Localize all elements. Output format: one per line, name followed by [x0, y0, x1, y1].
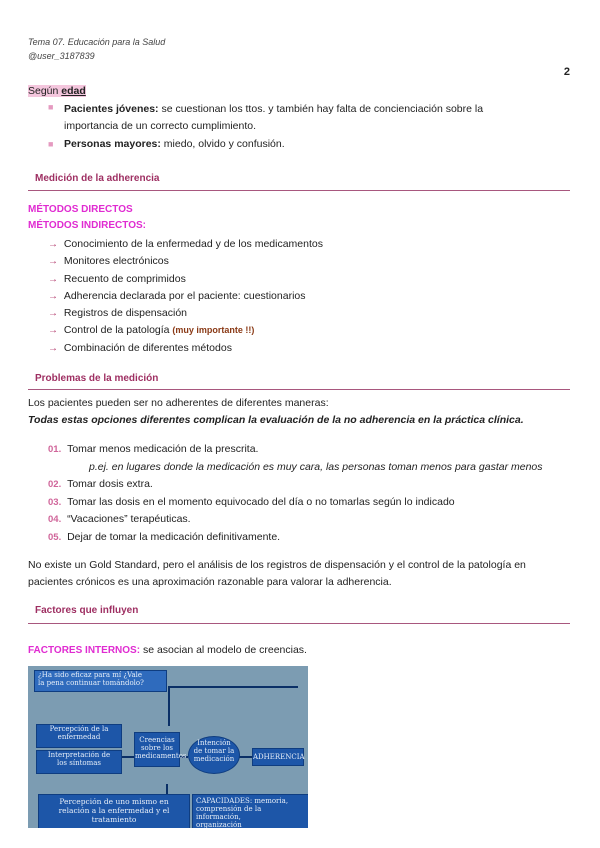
diagram-text: tratamiento	[91, 815, 137, 824]
connector-line	[238, 756, 252, 758]
edad-item-text: miedo, olvido y confusión.	[160, 138, 285, 150]
box-creencias	[134, 732, 187, 767]
edad-item-label: Personas mayores:	[64, 138, 161, 150]
diagram-text: Percepción de uno mismo en	[59, 797, 169, 806]
box-percepcion-uno-mismo	[38, 794, 190, 828]
problemas-bold: Todas estas opciones diferentes complican la evaluación de la no adherencia en la práctica clínica.	[28, 414, 524, 426]
box-adherencia	[252, 748, 304, 766]
diagram-text: sobre los	[140, 744, 174, 752]
section-title-factores: Factores que influyen	[35, 605, 139, 616]
arrow-right-icon: →	[48, 325, 58, 337]
list-item-text: Recuento de comprimidos	[63, 272, 186, 285]
question-box	[34, 670, 167, 692]
list-item	[48, 441, 543, 459]
list-item-text: Tomar menos medicación de la prescrita.	[67, 443, 259, 455]
edad-heading	[28, 85, 86, 97]
doc-header-title: Tema 07. Educación para la Salud	[28, 37, 166, 47]
diagram-text: Creencias	[139, 736, 175, 744]
list-item	[48, 529, 543, 547]
beliefs-model-photo	[28, 666, 308, 828]
list-item-text: Dejar de tomar la medicación definitivamente.	[67, 530, 281, 543]
factores-internos	[28, 644, 307, 656]
metodos-directos: MÉTODOS DIRECTOS	[28, 204, 133, 215]
item-number: 04.	[48, 514, 62, 525]
list-item	[48, 271, 323, 288]
section-divider	[28, 623, 570, 624]
problemas-list	[48, 441, 543, 546]
list-item	[48, 494, 543, 512]
item-number: 01.	[48, 444, 62, 455]
diagram-text: enfermedad	[57, 733, 101, 741]
arrow-right-icon: →	[48, 308, 58, 320]
gold-line-1: No existe un Gold Standard, pero el análisis de los registros de dispensación y el control de la patología en	[28, 559, 526, 571]
diagram-text: Interpretación de	[47, 751, 111, 759]
item-number: 03.	[48, 496, 62, 508]
edad-item-jovenes	[64, 101, 564, 135]
list-item-text: Conocimiento de la enfermedad y de los medicamentos	[63, 238, 323, 250]
diagram-text: Percepción de la	[49, 725, 109, 733]
list-item	[48, 476, 543, 494]
page-number: 2	[563, 66, 570, 78]
diagram-text: ¿Ha sido eficaz para mí ¿Vale	[38, 671, 143, 679]
section-title-medicion: Medición de la adherencia	[35, 173, 160, 184]
arrow-right-icon: →	[48, 290, 58, 302]
list-item	[48, 511, 543, 529]
connector-line	[168, 686, 298, 688]
edad-prefix: Según	[28, 85, 62, 97]
list-item-text: Monitores electrónicos	[63, 255, 169, 268]
section-title-problemas: Problemas de la medición	[35, 373, 159, 384]
diagram-text: CAPACIDADES: memoria,	[196, 797, 289, 805]
diagram-text: ADHERENCIA	[253, 753, 305, 761]
list-item-text: Registros de dispensación	[63, 307, 187, 320]
problemas-intro: Los pacientes pueden ser no adherentes de diferentes maneras:	[28, 397, 329, 409]
metodos-indirectos: MÉTODOS INDIRECTOS:	[28, 220, 146, 231]
diagram-text: organización	[196, 821, 242, 828]
gold-standard-paragraph	[28, 557, 573, 591]
list-item-sub: p.ej. en lugares donde la medicación es muy cara, las personas toman menos para gastar menos	[89, 460, 543, 473]
important-note: (muy importante !!)	[172, 325, 255, 336]
item-number: 05.	[48, 531, 62, 543]
diagram-text: la pena continuar tomándolo?	[38, 679, 144, 687]
list-item-mayores	[48, 138, 53, 150]
bullet-icon: ■	[48, 139, 54, 149]
box-intencion	[188, 736, 240, 774]
list-item	[48, 322, 323, 339]
diagram-text: medicamentos	[135, 752, 187, 760]
metodos-list	[48, 236, 323, 357]
connector-line	[120, 756, 134, 758]
list-item-text: Tomar dosis extra.	[67, 478, 153, 490]
list-item	[48, 305, 323, 322]
connector-line	[168, 686, 170, 726]
list-item-text: Tomar las dosis en el momento equivocado del día o no tomarlas según lo indicado	[67, 495, 455, 508]
section-divider	[28, 190, 570, 191]
bullet-icon: ■	[48, 102, 54, 112]
diagram-text: medicación	[193, 755, 235, 763]
list-item-text: Control de la patología	[63, 324, 170, 337]
box-capacidades	[192, 794, 308, 828]
list-item	[48, 288, 323, 305]
diagram-text: Intención	[197, 739, 231, 747]
edad-word: edad	[61, 85, 86, 97]
diagram-text: comprensión de la información,	[196, 805, 262, 821]
factores-internos-label: FACTORES INTERNOS:	[28, 645, 141, 656]
doc-header-user: @user_3187839	[28, 51, 95, 61]
list-item	[48, 236, 323, 253]
factores-internos-text: se asocian al modelo de creencias.	[140, 644, 307, 656]
list-item	[48, 253, 323, 270]
diagram-text: los síntomas	[56, 759, 102, 767]
list-item-jovenes	[48, 101, 53, 113]
arrow-right-icon: →	[48, 273, 58, 285]
connector-line	[166, 784, 168, 794]
box-interpretacion-sintomas	[36, 750, 122, 774]
list-item	[48, 340, 323, 357]
arrow-right-icon: →	[48, 239, 58, 250]
edad-item-mayores	[64, 138, 285, 150]
box-percepcion-enfermedad	[36, 724, 122, 748]
list-item-text: Adherencia declarada por el paciente: cuestionarios	[63, 289, 306, 302]
list-item-text: “Vacaciones” terapéuticas.	[67, 513, 191, 525]
list-item-text: Combinación de diferentes métodos	[63, 341, 232, 354]
diagram-text: de tomar la	[193, 747, 235, 755]
gold-line-2: pacientes crónicos es una aproximación razonable para valorar la adherencia.	[28, 576, 392, 588]
section-divider	[28, 389, 570, 390]
edad-item-text2: importancia de un correcto cumplimiento.	[64, 120, 257, 132]
item-number: 02.	[48, 479, 62, 490]
arrow-right-icon: →	[48, 342, 58, 354]
diagram-text: relación a la enfermedad y el	[58, 806, 170, 815]
edad-item-label: Pacientes jóvenes:	[64, 103, 159, 115]
arrow-right-icon: →	[48, 256, 58, 268]
edad-item-text: se cuestionan los ttos. y también hay falta de concienciación sobre la	[158, 103, 484, 115]
